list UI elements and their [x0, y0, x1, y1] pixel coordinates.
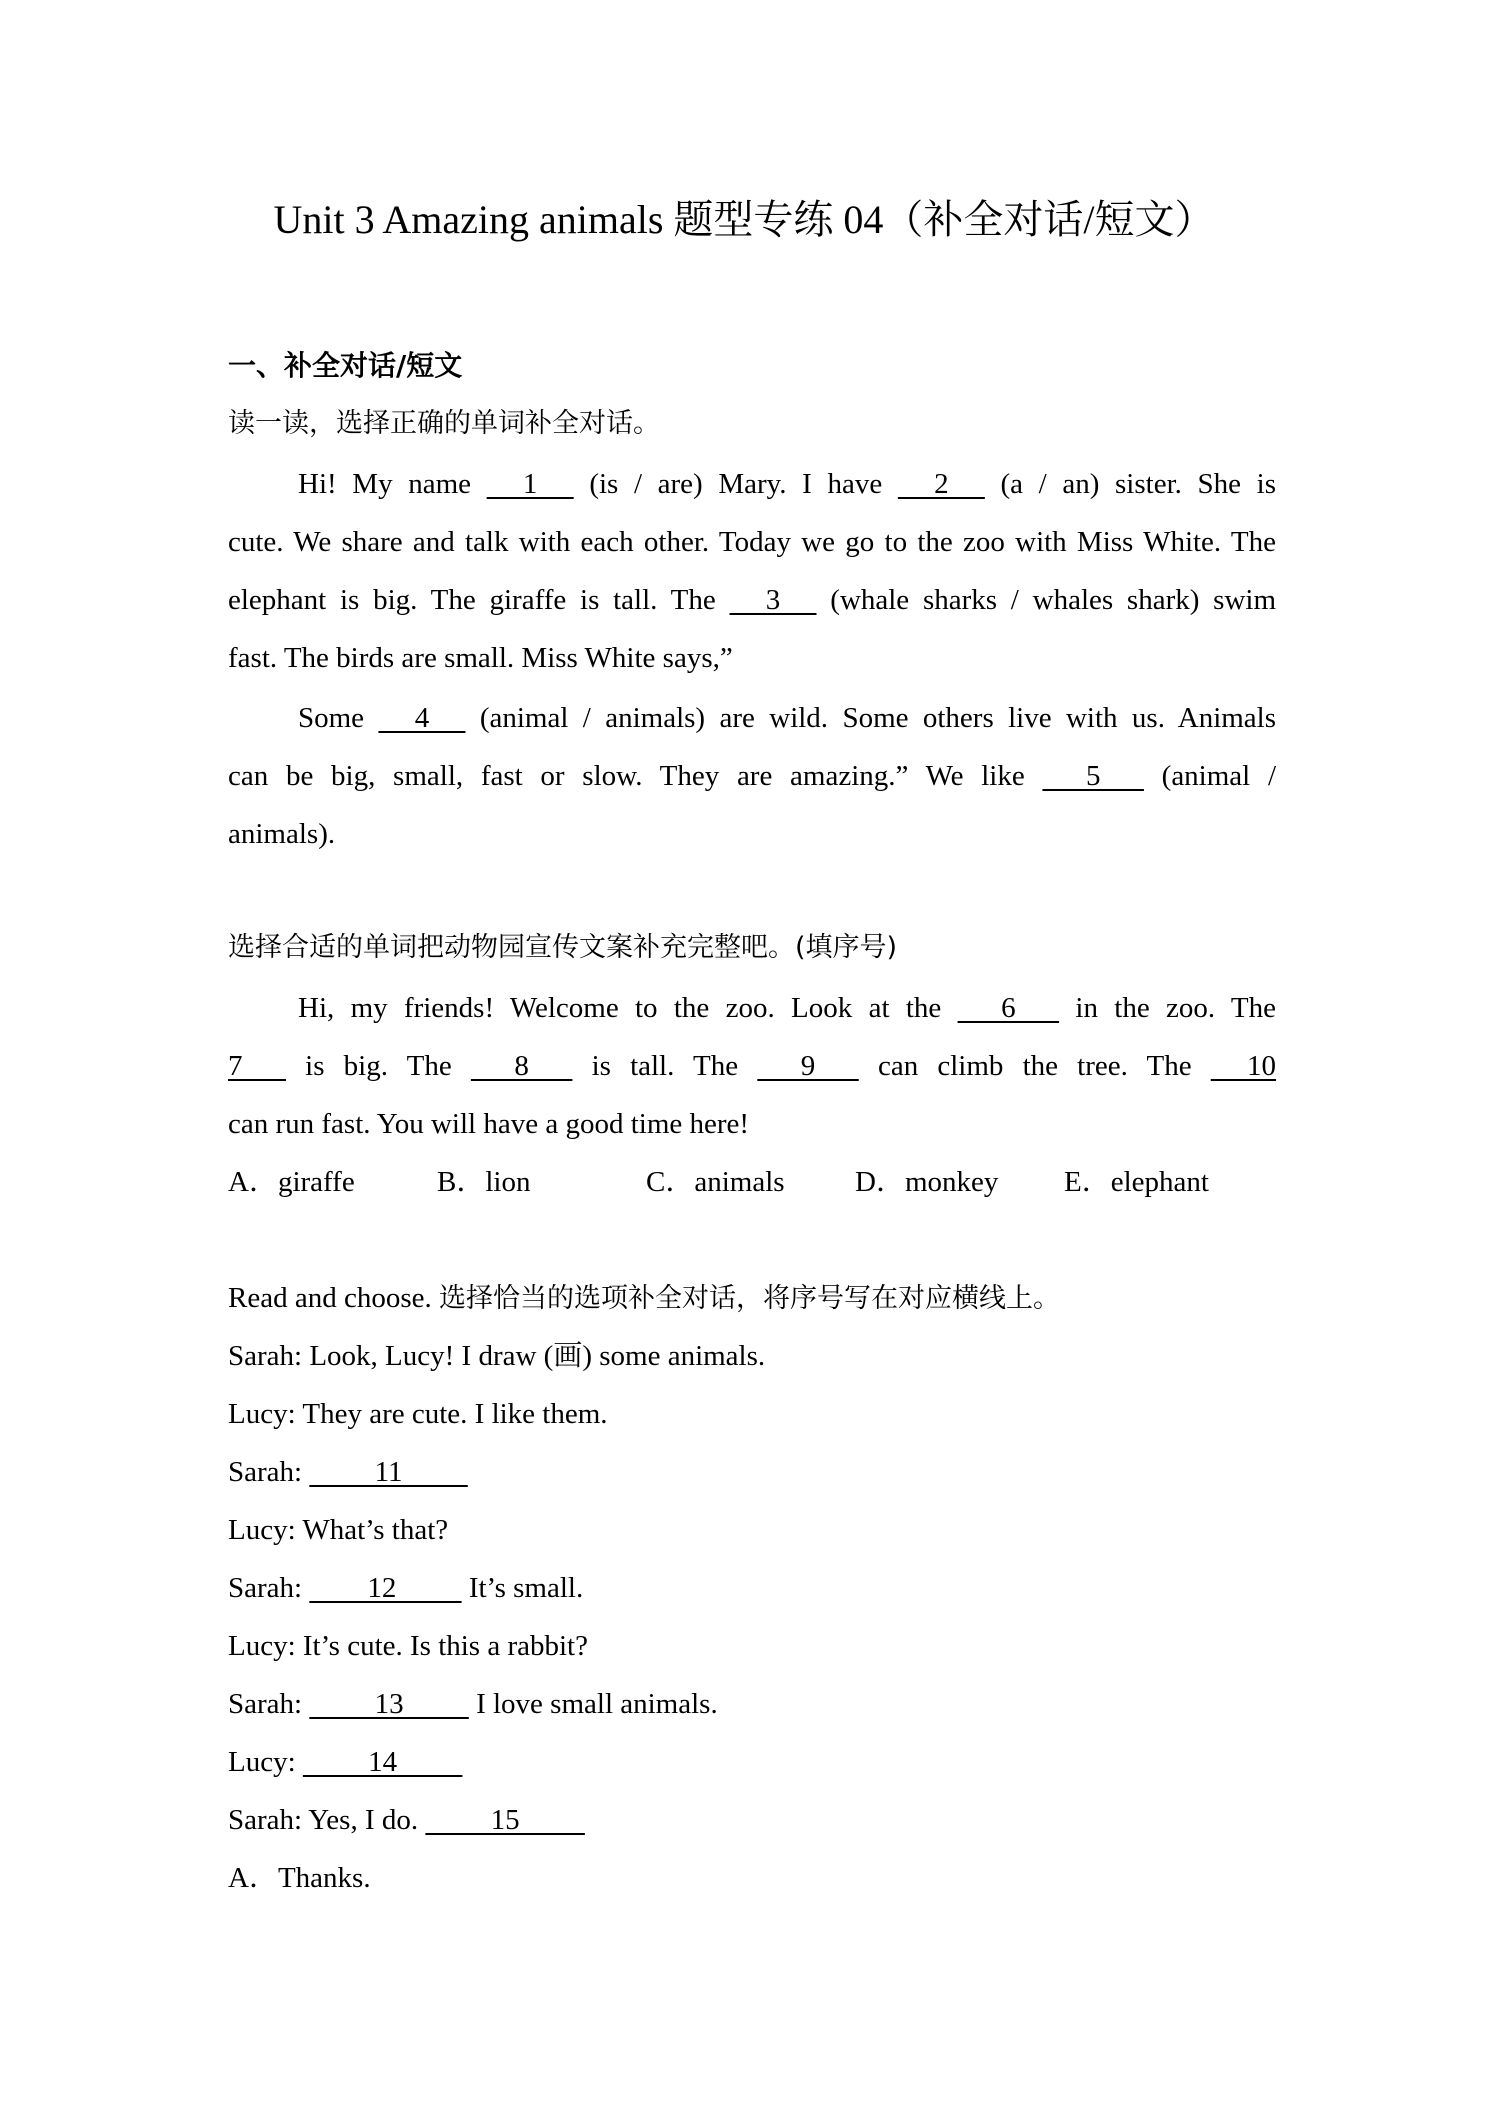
- instruction-cn: 选择恰当的选项补全对话，将序号写在对应横线上。: [439, 1283, 1060, 1314]
- dialogue-line: [228, 1684, 1276, 1724]
- dialogue-line: [228, 1394, 1276, 1434]
- part2-line-2: [228, 1046, 1276, 1086]
- blank-5[interactable]: 5: [1042, 760, 1144, 792]
- text-segment: (a / an) sister. She is: [1000, 468, 1276, 500]
- blank-1[interactable]: 1: [486, 468, 574, 500]
- part2-options: [228, 1162, 1276, 1202]
- text-segment: Some: [298, 702, 365, 734]
- dialogue-line: [228, 1626, 1276, 1666]
- text-segment: (is / are) Mary. I have: [589, 468, 883, 500]
- option-a: A．giraffe: [228, 1166, 355, 1198]
- instruction-en: Read and choose.: [228, 1282, 432, 1314]
- part1-instruction: 读一读，选择正确的单词补全对话。: [228, 408, 660, 439]
- dialogue-text: Lucy:: [228, 1746, 296, 1778]
- blank-13[interactable]: 13: [309, 1688, 469, 1720]
- part2-line-3: can run fast. You will have a good time here!: [228, 1108, 750, 1140]
- text-segment: (whale sharks / whales shark) swim: [830, 584, 1277, 616]
- blank-3[interactable]: 3: [729, 584, 817, 616]
- dialogue-text: Lucy: It’s cute. Is this a rabbit?: [228, 1630, 588, 1662]
- blank-6[interactable]: 6: [957, 992, 1060, 1024]
- dialogue-text: Lucy: What’s that?: [228, 1514, 449, 1546]
- part1-line-3: [228, 580, 1276, 620]
- part2-line-1: [228, 988, 1276, 1028]
- part1-line-4: fast. The birds are small. Miss White says,”: [228, 642, 733, 674]
- dialogue-text-after: It’s small.: [468, 1572, 584, 1604]
- text-segment: in the zoo. The: [1075, 992, 1277, 1024]
- blank-2[interactable]: 2: [897, 468, 985, 500]
- text-segment: can be big, small, fast or slow. They are amazing.” We like: [228, 760, 1025, 792]
- dialogue-text: Sarah:: [228, 1456, 303, 1488]
- blank-11[interactable]: 11: [309, 1456, 468, 1488]
- answer-option-a: A．Thanks.: [228, 1862, 371, 1894]
- dialogue-line: [228, 1568, 1276, 1608]
- section-heading: 一、补全对话/短文: [228, 349, 463, 382]
- part2-instruction: 选择合适的单词把动物园宣传文案补充完整吧。(填序号): [228, 932, 898, 963]
- part1-line-2: cute. We share and talk with each other. Today we go to the zoo with Miss White. The: [228, 526, 1276, 558]
- blank-15[interactable]: 15: [425, 1804, 585, 1836]
- option-b: B．lion: [437, 1166, 531, 1198]
- text-segment: (animal / animals) are wild. Some others live with us. Animals: [479, 702, 1277, 734]
- dialogue-line: [228, 1452, 1276, 1492]
- text-segment: elephant is big. The giraffe is tall. The: [228, 584, 716, 616]
- text-segment: (animal /: [1161, 760, 1276, 792]
- dialogue-line: [228, 1858, 1276, 1898]
- dialogue-text-after: I love small animals.: [476, 1688, 718, 1720]
- text-segment: Hi, my friends! Welcome to the zoo. Look at the: [298, 992, 942, 1024]
- option-c: C．animals: [646, 1166, 785, 1198]
- option-e: E．elephant: [1064, 1166, 1209, 1198]
- blank-4[interactable]: 4: [378, 702, 466, 734]
- dialogue-line: [228, 1742, 1276, 1782]
- page-title: Unit 3 Amazing animals 题型专练 04（补全对话/短文）: [273, 197, 1215, 242]
- option-d: D．monkey: [855, 1166, 999, 1198]
- dialogue-text: Sarah: Look, Lucy! I draw (画) some animals.: [228, 1340, 766, 1372]
- part1-line-6: [228, 756, 1276, 796]
- part3-instruction: [228, 1278, 1276, 1319]
- blank-9[interactable]: 9: [757, 1050, 859, 1082]
- dialogue-text: Sarah: Yes, I do.: [228, 1804, 419, 1836]
- dialogue-text: Sarah:: [228, 1572, 303, 1604]
- blank-7[interactable]: 7: [228, 1050, 286, 1082]
- part1-line-1: [228, 464, 1276, 504]
- dialogue-line: [228, 1336, 1276, 1376]
- text-segment: is tall. The: [591, 1050, 739, 1082]
- dialogue-line: [228, 1800, 1276, 1840]
- text-segment: can climb the tree. The: [877, 1050, 1192, 1082]
- dialogue-text: Lucy: They are cute. I like them.: [228, 1398, 608, 1430]
- blank-14[interactable]: 14: [302, 1746, 463, 1778]
- part1-line-7: animals).: [228, 818, 336, 850]
- text-segment: is big. The: [305, 1050, 452, 1082]
- dialogue-text: Sarah:: [228, 1688, 303, 1720]
- part1-line-5: [228, 698, 1276, 738]
- blank-12[interactable]: 12: [309, 1572, 462, 1604]
- blank-10[interactable]: 10: [1210, 1050, 1277, 1082]
- dialogue-line: [228, 1510, 1276, 1550]
- blank-8[interactable]: 8: [470, 1050, 573, 1082]
- text-segment: Hi! My name: [298, 468, 472, 500]
